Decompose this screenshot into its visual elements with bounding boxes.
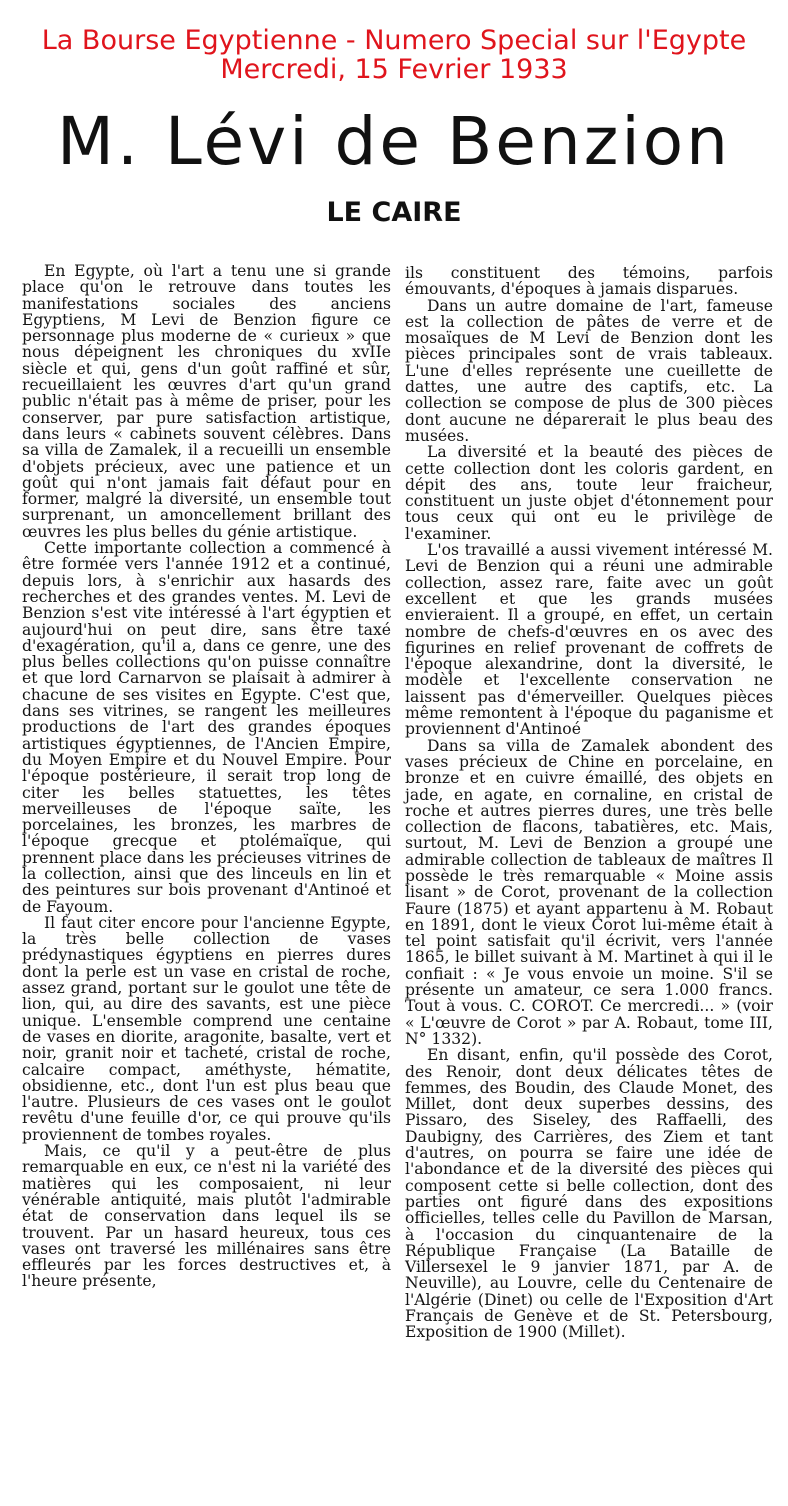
paragraph: Dans un autre domaine de l'art, fameuse est la collection de pâtes de verre et de mosaïques de M Levi de Benzion dont les pièces principales sont de vrais tableaux. L'une d'elles représente une cueillette de dattes, une autre des captifs, etc. La collection se compose de plus de 300 pièces dont aucune ne déparerait le plus beau des musées. (405, 296, 773, 445)
paragraph: Il faut citer encore pour l'ancienne Egypte, la très belle collection de vases prédynastiques égyptiens en pierres dures dont la perle est un vase en cristal de roche, assez grand, portant sur le goulot une tête de lion, qui, au dire des savants, est une pièce unique. L'ensemble comprend une centaine de vases en diorite, aragonite, basalte, vert et noir, granit noir et tacheté, cristal de roche, calcaire compact, améthyste, hématite, obsidienne, etc., dont l'un est plus beau que l'autre. Plusieurs de ces vases ont le goulot revêtu d'une feuille d'or, ce qui prouve qu'ils proviennent de tombes royales. (22, 913, 391, 1144)
article-title: M. Lévi de Benzion (57, 103, 731, 180)
paragraph: Dans sa villa de Zamalek abondent des vases précieux de Chine en porcelaine, en bronze et en cuivre émaillé, des objets en jade, en agate, en cornaline, en cristal de roche et autres pierres dures, une très belle collection de flacons, tabatières, etc. Mais, surtout, M. Levi de Benzion a groupé une admirable collection de tableaux de maîtres Il possède le très remarquable « Moine assis lisant » de Corot, provenant de la collection Faure (1875) et ayant appartenu à M. Robaut en 1891, dont le vieux Corot lui-même était à tel point satisfait qu'il écrivit, vers l'année 1865, le billet suivant à M. Martinet à qui il le confiait : « Je vous envoie un moine. S'il se présente un amateur, ce sera 1.000 francs. Tout à vous. C. COROT. Ce mercredi... » (voir « L'œuvre de Corot » par A. Robaut, tome III, N° 1332). (405, 736, 773, 1048)
paragraph: ils constituent des témoins, parfois émouvants, d'époques à jamais disparues. (405, 264, 773, 299)
paragraph: En disant, enfin, qu'il possède des Corot, des Renoir, dont deux délicates têtes de femmes, des Boudin, des Claude Monet, des Millet, dont deux superbes dessins, des Pissaro, des Siseley, des Raffaelli, des Daubigny, des Carrières, des Ziem et tant d'autres, on pourra se faire une idée de l'abondance et de la diversité des pièces qui composent cette si belle collection, dont des parties ont figuré dans des expositions officielles, telles celle du Pavillon de Marsan, à l'occasion du cinquantenaire de la République Française (La Bataille de Villersexel le 9 janvier 1871, par A. de Neuville), au Louvre, celle du Centenaire de l'Algérie (Dinet) ou celle de l'Exposition d'Art Français de Genève et de St. Petersbourg, Exposition de 1900 (Millet). (405, 1046, 773, 1342)
paragraph: Cette importante collection a commencé à être formée vers l'année 1912 et a continué, depuis lors, à s'enrichir aux hasards des recherches et des grandes ventes. M. Levi de Benzion s'est vite intéressé à l'art égyptien et aujourd'hui on peut dire, sans être taxé d'exagération, qu'il a, dans ce genre, une des plus belles collections qu'on puisse connaître et que lord Carnarvon se plaisait à admirer à chacune de ses visites en Egypte. C'est que, dans ses vitrines, se rangent les meilleures productions de l'art des grandes époques artistiques égyptiennes, de l'Ancien Empire, du Moyen Empire et du Nouvel Empire. Pour l'époque postérieure, il serait trop long de citer les belles statuettes, les têtes merveilleuses de l'époque saïte, les porcelaines, les bronzes, les marbres de l'époque grecque et ptolémaïque, qui prennent place dans les précieuses vitrines de la collection, ainsi que des linceuls en lin et des peintures sur bois provenant d'Antinoé et de Fayoum. (22, 539, 391, 916)
article-column-right (405, 265, 773, 1341)
publication-name: La Bourse Egyptienne - Numero Special sur l'Egypte (41, 25, 747, 56)
article-dateline: LE CAIRE (326, 197, 462, 228)
paragraph: En Egypte, où l'art a tenu une si grande place qu'on le retrouve dans toutes les manifestations sociales des anciens Egyptiens, M Levi de Benzion figure ce personnage plus moderne de « curieux » que nous dépeignent les chroniques du xvIIe siècle et qui, gens d'un goût raffiné et sûr, recueillaient les œuvres d'art qu'un grand public n'était pas à même de priser, pour les conserver, par pure satisfaction artistique, dans leurs « cabinets souvent célèbres. Dans sa villa de Zamalek, il a recueilli un ensemble d'objets précieux, avec une patience et un goût qui n'ont jamais fait défaut pour en former, malgré la diversité, un ensemble tout surprenant, un amoncellement brillant des œuvres les plus belles du génie artistique. (22, 262, 391, 541)
article-column-left (22, 263, 391, 1290)
publication-date: Mercredi, 15 Fevrier 1933 (220, 54, 568, 85)
paragraph: L'os travaillé a aussi vivement intéressé M. Levi de Benzion qui a réuni une admirable collection, assez rare, faite avec un goût excellent et que les grands musées envieraient. Il a groupé, en effet, un certain nombre de chefs-d'œuvres en os avec des figurines en relief provenant de coffrets de l'époque alexandrine, dont la diversité, le modèle et l'excellente conservation ne laissent pas d'émerveiller. Quelques pièces même remontent à l'époque du paganisme et proviennent d'Antinoé (405, 541, 773, 739)
paragraph: La diversité et la beauté des pièces de cette collection dont les coloris gardent, en dépit des ans, toute leur fraicheur, constituent un juste objet d'étonnement pour tous ceux qui ont eu le privilège de l'examiner. (405, 443, 773, 543)
masthead (0, 26, 788, 84)
paragraph: Mais, ce qu'il y a peut-être de plus remarquable en eux, ce n'est ni la variété des matières qui les composaient, ni leur vénérable antiquité, mais plutôt l'admirable état de conservation dans lequel ils se trouvent. Par un hasard heureux, tous ces vases ont traversé les millénaires sans être effleurés par les forces destructives et, à l'heure présente, (22, 1142, 391, 1291)
